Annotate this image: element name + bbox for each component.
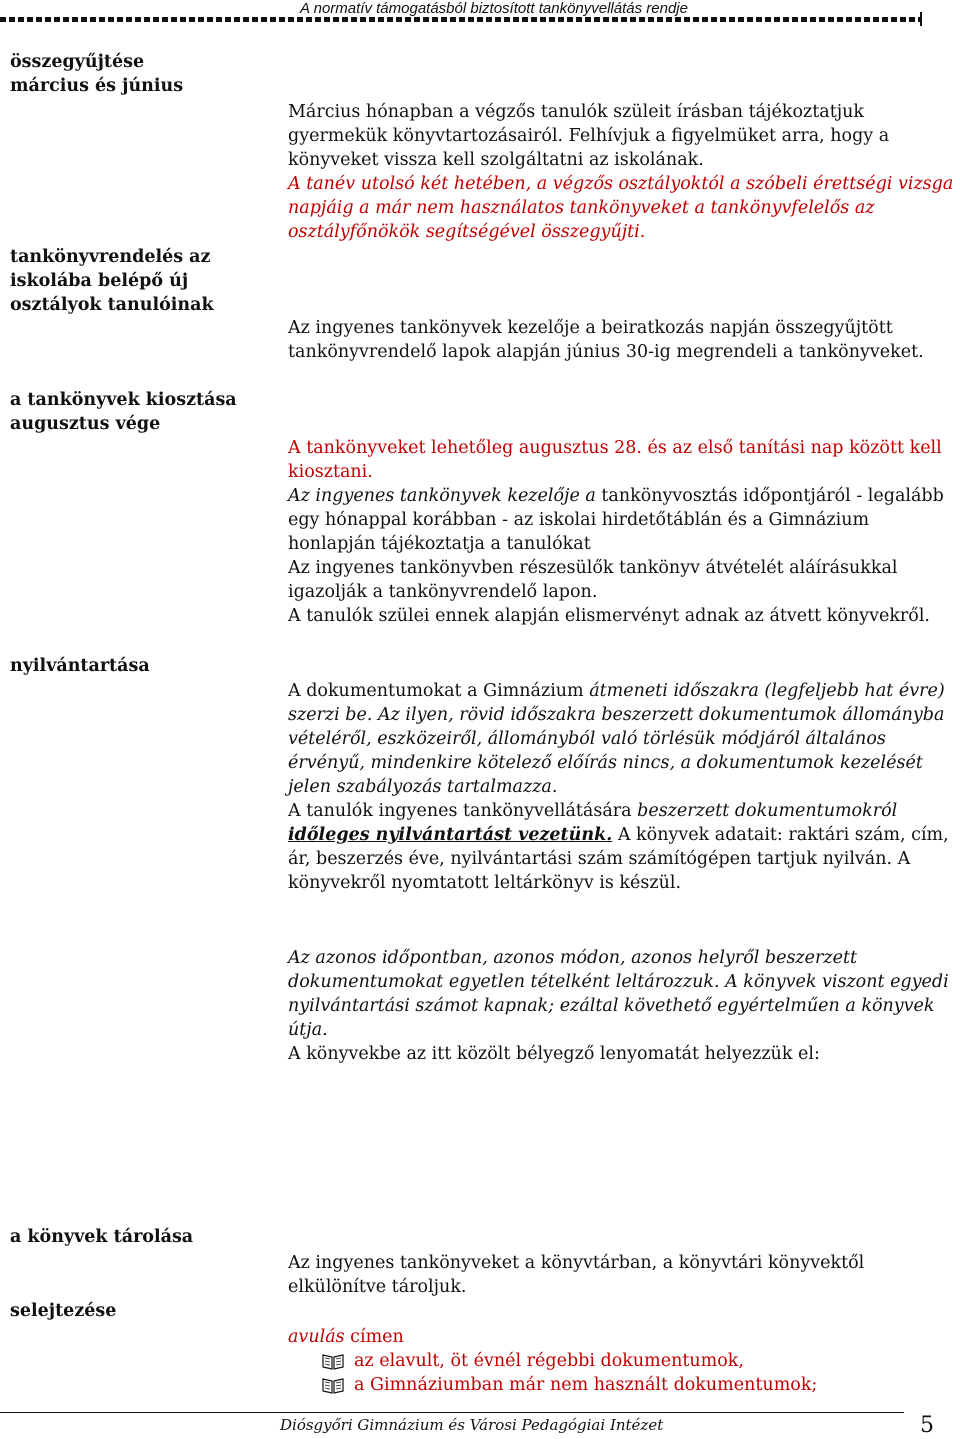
paragraph: A könyvekbe az itt közölt bélyegző lenyomatát helyezzük el: [288,1044,820,1064]
text: tankönyvosztás időpontjáról - legalább egy hónappal korábban - az iskolai hirdetőtáblán és a Gimnázium honlapján tájékoztatja a tanulókat [288,486,944,554]
paragraph-red: A tankönyveket lehetőleg augusztus 28. és az első tanítási nap között kell kiosztani. [288,438,942,482]
block-ordering [288,316,954,364]
side-label-line: augusztus vége [10,414,161,434]
paragraph: Az ingyenes tankönyvben részesülők tankönyv átvételét aláírásukkal igazolják a tankönyvrendelő lapon. [288,558,898,602]
footer-text: Diósgyőri Gimnázium és Városi Pedagógiai Intézet [280,1416,664,1434]
side-label-storage [10,1225,270,1249]
side-label-line: március és június [10,76,184,96]
side-label-line: selejtezése [10,1301,117,1321]
block-discard [288,1325,954,1397]
paragraph: Az ingyenes tankönyveket a könyvtárban, a könyvtári könyvektől elkülönítve tároljuk. [288,1253,865,1297]
text-italic: beszerzett dokumentumokról [637,801,898,821]
paragraph: A tanulók szülei ennek alapján elismervényt adnak az átvett könyvekről. [288,606,930,626]
text: A dokumentumokat a Gimnázium [288,681,590,701]
block-inventory [288,946,954,1066]
text: A könyvek adatait: raktári szám, cím, ár, beszerzés éve, nyilvántartási szám számítógépen tartjuk nyilván. A könyvekről nyomtatott leltárkönyv is készül. [288,825,949,893]
side-label-distribution [10,388,270,436]
paragraph-red: A tanév utolsó két hetében, a végzős osztályoktól a szóbeli érettségi vizsga napjáig a már nem használatos tankönyveket a tankönyvfelelős az osztályfőnökök segítségével összegyűjti. [288,174,954,242]
text-italic: átmeneti időszakra (legfeljebb hat évre) szerzi be. Az ilyen, rövid időszakra beszerzett dokumentumok állományba vételéről, eszközeiről, állományból való törlésük módjáról általános érvényű, mindenkire kötelező előírás nincs, a dokumentumok kezelését jelen szabályozás tartalmazza. [288,681,945,797]
side-label-ordering [10,245,270,317]
list-item [322,1373,954,1397]
side-label-line: összegyűjtése [10,52,145,72]
open-book-icon [322,1376,344,1394]
header-title: A normatív támogatásból biztosított tankönyvellátás rendje [294,0,692,17]
side-label-line: a könyvek tárolása [10,1227,194,1247]
text-emphasis: időleges nyilvántartást vezetünk. [288,825,613,845]
paragraph-italic: Az azonos időpontban, azonos módon, azonos helyről beszerzett dokumentumokat egyetlen tételként leltározzuk. A könyvek viszont egyedi nyilvántartási számot kapnak; ezáltal követhető egyértelműen a könyvek útja. [288,948,949,1040]
side-label-line: nyilvántartása [10,656,150,676]
paragraph [288,484,954,556]
paragraph [288,679,954,799]
text-italic: Az ingyenes tankönyvek kezelője a [288,486,596,506]
paragraph [288,799,954,895]
open-book-icon [322,1352,344,1370]
block-collection [288,100,954,244]
text-italic: avulás [288,1327,345,1347]
block-distribution [288,436,954,628]
paragraph-red [288,1325,954,1349]
side-label-line: tankönyvrendelés az [10,247,211,267]
page-number: 5 [920,1413,934,1438]
list-item [322,1349,954,1373]
side-label-discard [10,1299,270,1323]
side-label-collection [10,50,270,98]
side-label-line: osztályok tanulóinak [10,295,214,315]
list-item-text: a Gimnáziumban már nem használt dokumentumok; [354,1375,818,1395]
text: A tanulók ingyenes tankönyvellátására [288,801,638,821]
side-label-registry [10,654,270,678]
block-registry [288,679,954,895]
paragraph: Az ingyenes tankönyvek kezelője a beiratkozás napján összegyűjtött tankönyvrendelő lapok alapján június 30-ig megrendeli a tankönyveket. [288,318,924,362]
header-rule [0,17,922,22]
header-rule-end [920,12,922,26]
list-item-text: az elavult, öt évnél régebbi dokumentumok, [354,1351,744,1371]
side-label-line: iskolába belépő új [10,271,189,291]
text: címen [344,1327,404,1347]
paragraph: Március hónapban a végzős tanulók szüleit írásban tájékoztatjuk gyermekük könyvtartozásairól. Felhívjuk a figyelmüket arra, hogy a könyveket vissza kell szolgáltatni az iskolának. [288,102,890,170]
side-label-line: a tankönyvek kiosztása [10,390,237,410]
footer-rule [0,1412,904,1413]
block-storage [288,1251,954,1299]
